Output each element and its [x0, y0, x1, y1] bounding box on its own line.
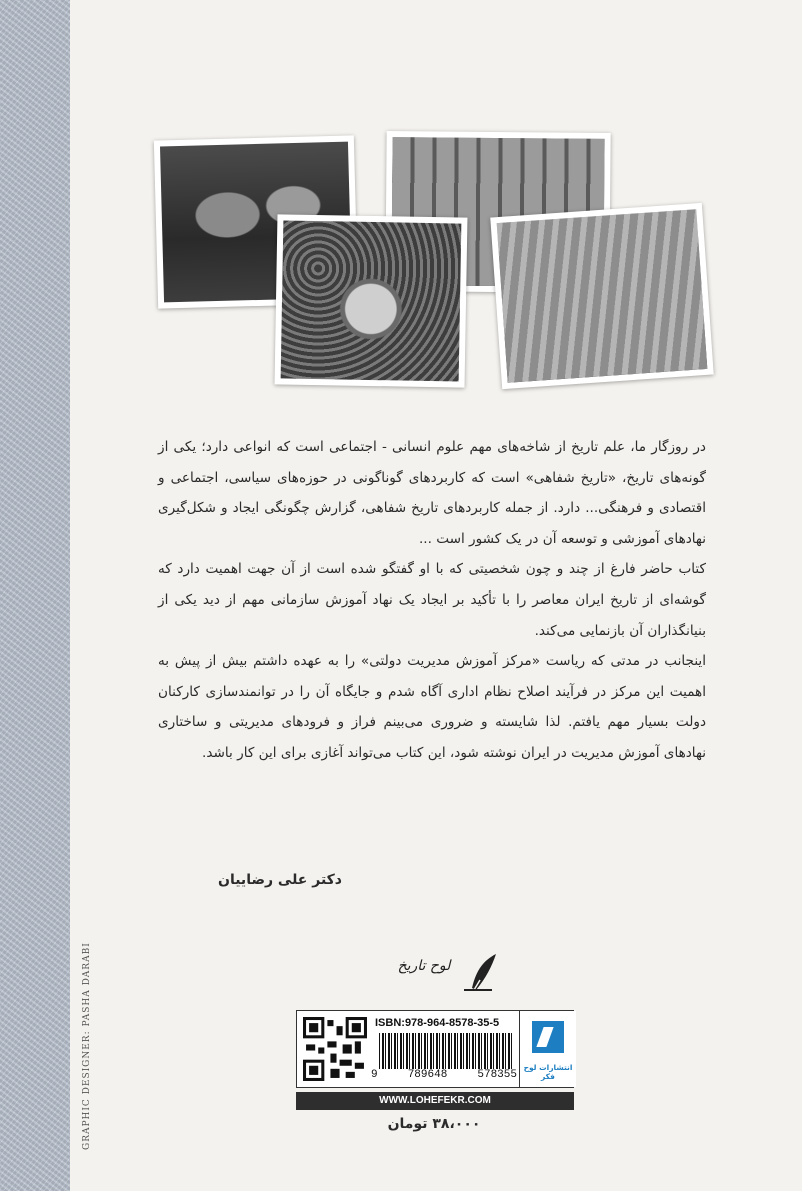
photo-elderly-man-portrait [275, 214, 468, 387]
barcode [379, 1033, 513, 1069]
publisher-mark-icon [532, 1021, 564, 1053]
barcode-digits [371, 1069, 517, 1081]
blurb-paragraph-3: اینجانب در مدتی که ریاست «مرکز آموزش مدیریت دولتی» را به عهده داشتم بیش از پیش به اهمیت این مرکز در فرآیند اصلاح نظام اداری آگاه شدم و جایگاه آن را در توانمندسازی کارکنان دولت بسیار مهم یافتم. لذا شایسته و ضروری می‌بینم فراز و فرودهای مدیریتی و ساختاری نهادهای آموزش مدیریت در ایران نوشته شود، این کتاب می‌تواند آغازی برای این کار باشد. [158, 653, 706, 761]
publisher-logo-text: لوح تاریخ [397, 958, 451, 974]
isbn-panel [296, 1010, 574, 1088]
publisher-logo [519, 1011, 576, 1087]
blurb-paragraph-1: در روزگار ما، علم تاریخ از شاخه‌های مهم علوم انسانی - اجتماعی است که انواعی دارد؛ یکی از گونه‌های تاریخ، «تاریخ شفاهی» است که کاربردهای گوناگونی در حوزه‌های سیاسی، اجتماعی و اقتصادی و فرهنگی... دارد. از جمله کاربردهای تاریخ شفاهی، گزارش چگونگی ایجاد و شکل‌گیری نهادهای آموزشی و توسعه آن در یک کشور است ... [158, 439, 706, 547]
barcode-digit-group-2: 578355 [477, 1069, 517, 1081]
designer-credit: GRAPHIC DESIGNER: PASHA DARABI [82, 942, 92, 1150]
blurb-text [158, 432, 706, 769]
publisher-name: انتشارات لوح فکر [523, 1063, 573, 1081]
isbn-number: ISBN:978-964-8578-35-5 [375, 1017, 500, 1029]
barcode-digit-group-1: 789648 [407, 1069, 448, 1081]
photo-men-standing [490, 203, 713, 389]
price: ۳۸،۰۰۰ تومان [387, 1116, 481, 1132]
author-signature: دکتر علی رضاییان [218, 872, 342, 888]
publisher-website: WWW.LOHEFEKR.COM [296, 1092, 574, 1110]
blurb-paragraph-2: کتاب حاضر فارغ از چند و چون شخصیتی که با او گفتگو شده است از آن جهت اهمیت دارد که گوشه‌ای از تاریخ ایران معاصر را با تأکید بر ایجاد یک نهاد آموزش سازمانی مهم از دید یکی از بنیانگذاران آن بازنمایی می‌کند. [158, 561, 706, 639]
qr-code-icon [303, 1017, 367, 1081]
barcode-digit-prefix: 9 [371, 1069, 378, 1081]
cover-spine [0, 0, 70, 1191]
